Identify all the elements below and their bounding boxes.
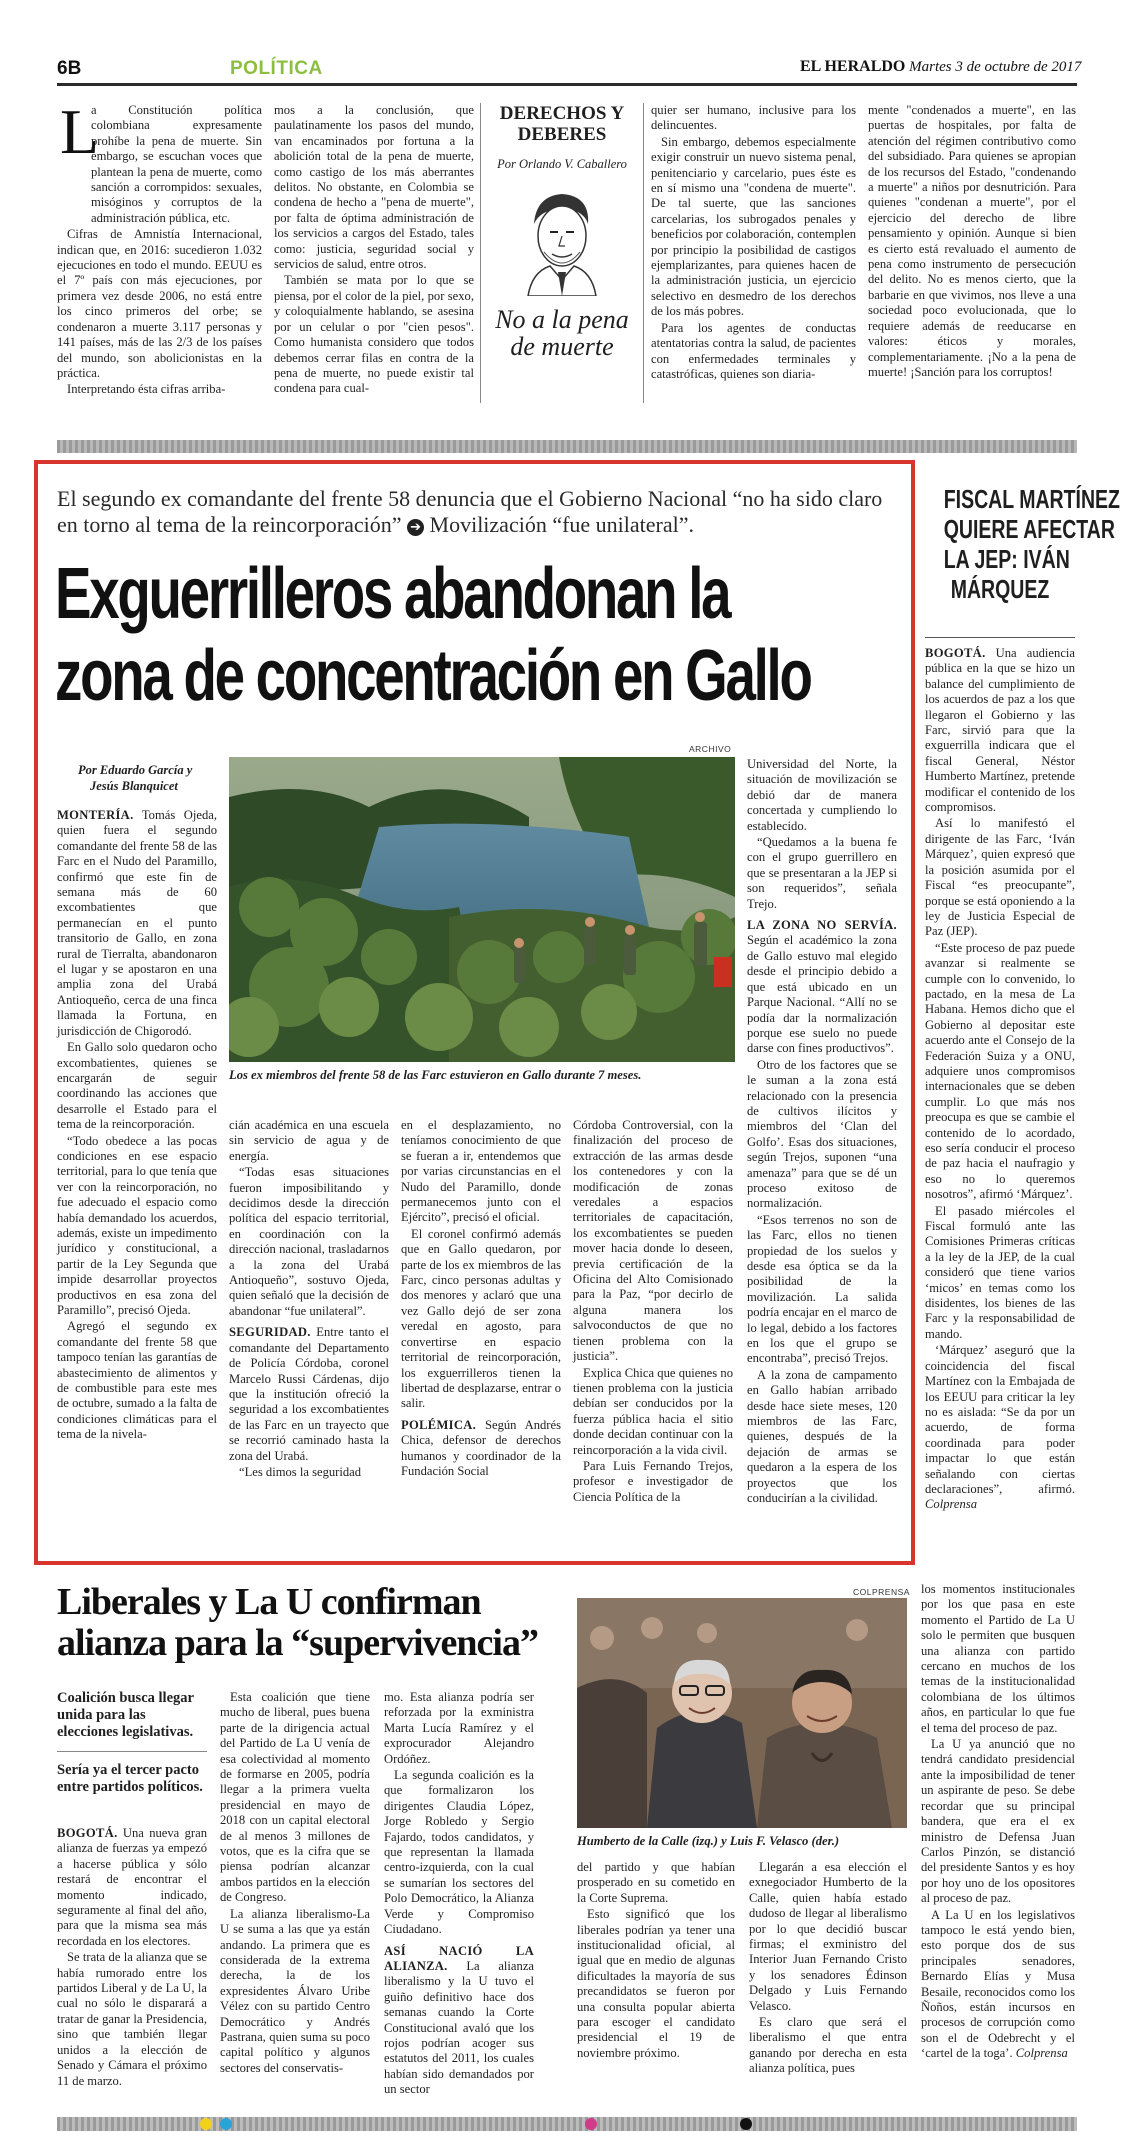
text: Según el académico la zona de Gallo estuvo mal elegido desde el principio debido a que está ubicado en un Parque Nacional. “Allí no se podía dar la normalización porque ese suelo no puede darse con fines productivos”. xyxy=(747,933,897,1056)
kicker-bogota: BOGOTÁ. xyxy=(925,646,986,660)
opinion-byline: Por Orlando V. Caballero xyxy=(497,157,627,171)
lower-col2-p2: La alianza liberalismo-La U se suma a las que ya están andando. La primera que es considerada de la extrema derecha, la de los expresidentes Álvaro Uribe Vélez con su partido Centro Democrático y Andrés Pastrana, quien suma su poco capital político y algunos sectores del conservatis- xyxy=(220,1906,370,2075)
subhead-2: Sería ya el tercer pacto entre partidos políticos. xyxy=(57,1762,203,1795)
sidebar-headline-line1: FISCAL MARTÍNEZ xyxy=(943,484,1120,514)
text: Tomás Ojeda, quien fuera el segundo comandante del frente 58 de las Farc en el Nudo del Paramillo, confirmó que este fin de semana más de 60 excombatientes que permanecían en el punto transitorio de Gallo, en zona rural de Tierralta, abandonaron el lugar y se apostaron en una amplia zona del Urabá Antioqueño, cerca de una finca llamada la Fortuna, en jurisdicción de Chigorodó. xyxy=(57,808,217,1038)
opinion-col1-p1: a Constitución política colombiana expresamente prohíbe la pena de muerte. Sin embargo, se escuchan voces que plantean la pena de muerte, como sanción a corrompidos: sexuales, misóginos y corruptos de la administración pública, etc. xyxy=(91,103,262,225)
sidebar-body xyxy=(925,646,1075,1514)
main-col1-p3: “Todo obedece a las pocas condiciones en ese espacio territorial, para lo que tenía que ver con la reincorporación, no fue adecuado el espacio como había demandado los acuerdos, además, existe un impedimento jurídico y constitucional, a partir de la Ley Segunda que impide desarrollar proyectos productivos en esa zona del Paramillo”, precisó Ojeda. xyxy=(57,1133,217,1317)
opinion-col2-p1: mos a la conclusión, que paulatinamente los pasos del mundo, van encaminados por fortuna a la abolición total de la pena de muerte, como castigo de los más aberrantes delitos. No obstante, en Colombia se condena de hecho a "pena de muerte", por falta de óptima administración de los servicios a cargos del Estado, tales como: justicia, seguridad social y servicios de salud, entre otros. xyxy=(274,103,474,272)
main-col3-p1: en el desplazamiento, no teníamos conocimiento de que se fueran a ir, entendemos que por varias circunstancias en el Nudo del Paramillo, donde permanecemos junto con el Ejército”, precisó el oficial. xyxy=(401,1118,561,1225)
lower-col4-p1: del partido y que habían prosperado en su cometido en la Corte Suprema. xyxy=(577,1860,735,1905)
text: Entre tanto el comandante del Departamento de Policía Córdoba, coronel Marcelo Russi Cárdenas, dijo que la institución ofreció la seguridad a los excombatientes de las Farc en un trayecto que se recorrió caminado hasta la zona del Urabá. xyxy=(229,1325,389,1463)
dropcap: L xyxy=(60,96,100,167)
main-col5-p6: A la zona de campamento en Gallo habían arribado desde hace siete meses, 120 miembros de las Farc, quienes, después de la dejación de armas se quedaron a la espera de los proyectos que los conducirían a la civilidad. xyxy=(747,1367,897,1506)
main-col1 xyxy=(57,808,217,1444)
sidebar-headline xyxy=(925,484,1120,604)
lower-col3-p3 xyxy=(384,1944,534,2098)
main-col3-p2: El coronel confirmó además que en Gallo quedaron, por parte de los ex miembros de las Farc, cinco personas adultas y dos menores y aclaró que una vez Gallo dejó de ser zona veredal en agosto, para convertirse en espacio territorial de reincorporación, los exguerrilleros tienen la libertad de desplazarse, entrar o salir. xyxy=(401,1226,561,1411)
sidebar-headline-line2: QUIERE AFECTAR xyxy=(943,514,1115,544)
signoff-lower: Colprensa xyxy=(1015,2046,1068,2061)
opinion-masthead xyxy=(487,103,637,360)
sidebar-p2: Así lo manifestó el dirigente de las Farc, ‘Iván Márquez’, quien expresó que la posición asumida por el Fiscal “es preocupante”, porque se está oponiendo a la ley de Justicia Especial de Paz (JEP). xyxy=(925,816,1075,939)
column-title: DERECHOS Y DEBERES xyxy=(499,103,625,145)
lower-headline-line2: alianza para la “supervivencia” xyxy=(57,1622,538,1664)
black-dot xyxy=(740,2118,752,2130)
opinion-col1 xyxy=(57,103,262,399)
main-col3-p3 xyxy=(401,1418,561,1480)
main-col5-p2: “Quedamos a la buena fe con el grupo guerrillero en que se presentaran a la JEP si son requeridos”, señala Trejo. xyxy=(747,835,897,911)
lower-col1 xyxy=(57,1826,207,2090)
main-col4 xyxy=(573,1118,733,1506)
magenta-dot xyxy=(585,2118,597,2130)
headline-line1: Exguerrilleros abandonan la xyxy=(55,554,730,634)
lower-headline xyxy=(57,1582,577,1664)
photo-credit: ARCHIVO xyxy=(689,744,732,754)
deck-text-2: Movilización “fue unilateral”. xyxy=(429,512,695,537)
byline-line2: Jesús Blanquicet xyxy=(90,779,178,793)
farc-camp-photo xyxy=(229,757,735,1062)
kicker-zona: LA ZONA NO SERVÍA. xyxy=(747,918,897,933)
lower-col4-p2: Esto significó que los liberales podrían ya tener una institucionalidad oficial, al igual que en medio de algunas dificultades la mayoría de sus precandidatos se fueron por una consulta popular abierta para escoger el candidato presidencial el 19 de noviembre próximo. xyxy=(577,1907,735,2060)
kicker-bogota-lower: BOGOTÁ. xyxy=(57,1826,118,1840)
main-col1-p1 xyxy=(57,808,217,1039)
sidebar-p1 xyxy=(925,646,1075,815)
lower-subheads xyxy=(57,1690,207,1796)
subhead-1: Coalición busca llegar unida para las elecciones legislativas. xyxy=(57,1690,194,1740)
main-col4-p3: Para Luis Fernando Trejos, profesor e investigador de Ciencia Política de la xyxy=(573,1458,733,1504)
story-byline xyxy=(78,762,192,794)
section-band xyxy=(57,440,1077,453)
opinion-col1-p2: Cifras de Amnistía Internacional, indican que, en 2016: sucedieron 1.032 ejecuciones en todo el mundo. EEUU es el 7º país con más ejecuciones, por primera vez desde 2006, no está entre los cinco primeros del orbe; se condenaron a muerte 3.117 personas y 141 países, más de las 2/3 de los países del mundo, son abolicionistas en la práctica. xyxy=(57,227,262,380)
lower-col5 xyxy=(749,1860,907,2078)
opinion-col3-p3: Para los agentes de conductas atentatorias contra la salud, de pacientes con enfermedades terminales y catastróficas, quienes son diaria- xyxy=(651,320,856,381)
main-col5-p5: “Esos terrenos no son de las Farc, ellos no tienen propiedad de los suelos y desde esa óptica se da la posibilidad de la movilización. La salida podría encajar en el marco de lo legal, debido a los factores en los que el grupo se encontraba”, precisó Trejos. xyxy=(747,1212,897,1366)
lower-col6-p2: La U ya anunció que no tendrá candidato presidencial ante la imposibilidad de tener un aspirante de peso. Se debe recordar que su principal bandera, que era el ex ministro de Defensa Juan Carlos Pinzón, se distanció del presidente Santos y es hoy por hoy uno de los opositores al proceso de paz. xyxy=(921,1737,1075,1906)
text: Una nueva gran alianza de fuerzas ya empezó a hacerse pública y sólo restará de encontrar el momento indicado, seguramente al final del año, para que la misma sea más recordada en los electores. xyxy=(57,1826,207,1948)
newspaper-name: EL HERALDO xyxy=(800,58,906,75)
main-col1-p2: En Gallo solo quedaron ocho excombatientes, quienes se encargarán de seguir coordinando las acciones que desarrolle el Estado para el tema de la reincorporación. xyxy=(57,1040,217,1132)
main-col5-p4: Otro de los factores que se le suman a la zona está relacionado con la presencia de cultivos ilícitos y miembros del ‘Clan del Golfo’. Esas dos situaciones, según Trejos, suponen “una amenaza” para que se dé un proceso exitoso de normalización. xyxy=(747,1057,897,1211)
lower-col1-p1 xyxy=(57,1826,207,1949)
lower-col6-p1: los momentos institucionales por los que pasa en este momento el Partido de La U solo le permiten que busquen una alianza con partido cercano en muchos de los temas de la institucionalidad colombiana de los últimos años, en particular lo que fue el tema del proceso de paz. xyxy=(921,1582,1075,1735)
main-col2-p3 xyxy=(229,1325,389,1464)
main-col1-p4: Agregó el segundo ex comandante del frente 58 que tampoco tenían las garantías de abastecimiento de alimentos y de combustible para este mes de octubre, sumado a la falta de condiciones climáticas para el tema de la nivela- xyxy=(57,1319,217,1442)
lower-headline-line1: Liberales y La U confirman xyxy=(57,1581,481,1623)
sidebar-p3: “Este proceso de paz puede avanzar si realmente se cumple con lo convenido, lo pactado, en la mesa de La Habana. Hemos dicho que el Gobierno al depositar este acuerdo ante el Consejo de la Federación Suiza y a ONU, adquiere unos compromisos internacionales que se deben cumplir. Lo que más nos preocupa es que se cambie el contenido de lo acordado, eso sería conducir el proceso de paz hacia el naufragio y eso no lo queremos nosotros”, afirmó ‘Márquez’. xyxy=(925,940,1075,1202)
kicker-monteria: MONTERÍA. xyxy=(57,808,134,822)
sidebar-headline-line4: MÁRQUEZ xyxy=(950,574,1050,604)
sidebar-p4: El pasado miércoles el Fiscal formuló ante las Comisiones Primeras críticas a la ley de la JEP, de la cual consideró que tiene varios ‘micos’ en temas como los disidentes, los bienes de las Farc y la responsabilidad de mando. xyxy=(925,1203,1075,1341)
sidebar-rule xyxy=(925,637,1075,638)
section-label: POLÍTICA xyxy=(230,58,323,79)
text: La alianza liberalismo y la U tuvo el guiño definitivo hace dos semanas cuando la Corte Constitucional avaló que los rojos podrían acoger sus estatutos del 2011, los cuales habían sido demandados por un sector xyxy=(384,1958,534,2097)
opinion-col3-p2: Sin embargo, debemos especialmente exigir construir un nuevo sistema penal, penitenciario y carcelario, pues éste es en sí mismo una "condena de muerte". De tal suerte, que las sanciones carcelarias, los subrogados penales y beneficios por colaboración, contemplen por principio la posibilidad de castigos ejemplarizantes, para quienes hacen de la administración justicia, un ejercicio selectivo en desmedro de los derechos de los más pobres. xyxy=(651,134,856,319)
lower-col1-p2: Se trata de la alianza que se había rumorado entre los partidos Liberal y de La U, la cual no sólo le disparará a tratar de ganar la Presidencia, sino que también llegar unidos a la elección de Senado y Cámara el próximo 11 de marzo. xyxy=(57,1950,207,2088)
lower-col3-p1: mo. Esta alianza podría ser reforzada por la exministra Marta Lucía Ramírez y el exprocurador Alejandro Ordóñez. xyxy=(384,1690,534,1766)
text: Una audiencia pública en la que se hizo un balance del cumplimiento de los acuerdos de paz a los que llegaron el Gobierno y las Farc, sirvió para que la exguerrilla indicara que el fiscal General, Néstor Humberto Martínez, pretende modificar el contenido de los compromisos. xyxy=(925,646,1075,815)
yellow-dot xyxy=(200,2118,212,2130)
lower-col3-p2: La segunda coalición es la que formalizaron los dirigentes Claudia López, Jorge Robledo y Sergio Fajardo, todos candidatos, y que representan la llamada centro-izquierda, con la cual se sumarían los sectores del Polo Democrático, la Alianza Verde y Compromiso Ciudadano. xyxy=(384,1768,534,1937)
opinion-col2 xyxy=(274,103,474,398)
opinion-masthead-divider-right xyxy=(643,103,644,403)
lower-col6 xyxy=(921,1582,1075,2063)
kicker-seguridad: SEGURIDAD. xyxy=(229,1325,311,1340)
page-number: 6B xyxy=(57,58,82,79)
opinion-col4-p1: mente "condenados a muerte", en las puertas de hospitales, por falta de atención del régimen contributivo como del subsidiado. Para quienes se apropian de los recursos del Estado, "condenando a muerte" a niños por desnutrición. Para quienes "condenan a muerte", por el ejercicio del derecho de libre pensamiento y opinión. Aunque si bien es cierto está revaluado el aumento de pena como instrumento de persecución del delito. No es menos cierto, que la barbarie en que vivimos, nos lleve a una sociedad poco evolucionada, que lo requiere además de reeducarse en valores: éticos y morales, complementariamente. ¡No a la pena de muerte! ¡Sanción para los corruptos! xyxy=(868,103,1076,379)
subhead-divider xyxy=(57,1751,207,1752)
lower-col2 xyxy=(220,1690,370,2077)
lower-col2-p1: Esta coalición que tiene mucho de liberal, pues buena parte de la dirigencia actual del Partido de La U venía de esa colectividad al momento de formarse en 2005, podría llegar a la primera vuelta presidencial en mayo de 2018 con un capital electoral de al menos 3 millones de votos, que es la cifra que se piensa podrían alcanzar ambos partidos en la elección de Congreso. xyxy=(220,1690,370,1905)
main-col4-p1: Córdoba Controversial, con la finalización del proceso de extracción de las armas desde los contenedores y con la modificación de zonas veredales a espacios territoriales de capacitación, los excombatientes se pueden mover hacia donde lo deseen, previa certificación de la Oficina del Alto Comisionado para la Paz, “por decirlo de alguna manera los salvoconductos de que no tienen problema con la justicia”. xyxy=(573,1118,733,1364)
opinion-col4 xyxy=(868,103,1076,381)
lower-col6-p3 xyxy=(921,1908,1075,2062)
sidebar-p5 xyxy=(925,1343,1075,1512)
main-col4-p2: Explica Chica que quienes no tienen problema con la justicia debían ser conducidos por la fuerza pública hacia el sitio donde decidan continuar con la reincorporación a la vida civil. xyxy=(573,1365,733,1457)
text: A La U en los legislativos tampoco le está yendo bien, esto porque dos de sus principales senadores, Bernardo Elías y Musa Besaile, reconocidos como los Ñoños, están incursos en procesos de corrupción como son el de Odebrecht y el ‘cartel de la toga’. xyxy=(921,1907,1075,2061)
main-col5 xyxy=(747,757,897,1508)
sidebar-headline-line3: LA JEP: IVÁN xyxy=(943,544,1070,574)
cyan-dot xyxy=(220,2118,232,2130)
arrow-icon: ➔ xyxy=(407,519,424,536)
story-deck xyxy=(57,486,897,538)
lower-photo-credit: COLPRENSA xyxy=(853,1587,910,1597)
lower-photo-caption: Humberto de la Calle (izq.) y Luis F. Velasco (der.) xyxy=(577,1834,840,1848)
kicker-asi-nacio: ASÍ NACIÓ LA ALIANZA. xyxy=(384,1943,534,1973)
signoff: Colprensa xyxy=(925,1497,978,1512)
main-headline xyxy=(55,553,905,717)
opinion-col3-p1: quier ser humano, inclusive para los delincuentes. xyxy=(651,103,856,133)
lower-col3 xyxy=(384,1690,534,2099)
masthead-date xyxy=(800,58,1081,76)
lower-col5-p1: Llegarán a esa elección el exnegociador Humberto de la Calle, quien había estado dudoso de llegar al liberalismo por lo que decidió buscar firmas; el exministro del Interior Juan Fernando Cristo y los senadores Édinson Delgado y Luis Fernando Velasco. xyxy=(749,1860,907,2013)
text: Según Andrés Chica, defensor de derechos humanos y coordinador de la Fundación Social xyxy=(401,1417,561,1478)
photo-caption: Los ex miembros del frente 58 de las Farc estuvieron en Gallo durante 7 meses. xyxy=(229,1068,642,1082)
main-col2-p1: cián académica en una escuela sin servicio de agua y de energía. xyxy=(229,1118,389,1163)
deck-text: El segundo ex comandante del frente 58 denuncia que el Gobierno Nacional “no ha sido claro en torno al tema de la reincorporación” xyxy=(57,486,883,537)
header-rule xyxy=(57,83,1077,86)
kicker-polemica: POLÉMICA. xyxy=(401,1417,477,1432)
lower-col5-p2: Es claro que será el liberalismo el que entra ganando por derecha en esta alianza política, pues xyxy=(749,2015,907,2076)
main-col2-p4: “Les dimos la seguridad xyxy=(239,1464,362,1479)
byline-line1: Por Eduardo García y xyxy=(78,763,193,777)
opinion-masthead-divider-left xyxy=(480,103,481,403)
main-col5-p1: Universidad del Norte, la situación de movilización se debió dar de manera concertada y cumpliendo lo establecido. xyxy=(747,757,897,833)
opinion-col1-p3: Interpretando ésta cifras arriba- xyxy=(67,382,226,397)
main-col2-p2: “Todas esas situaciones fueron imposibilitando y decidimos desde la dirección política del espacio territorial, en coordinación con la dirección nacional, trasladarnos a la zona del Urabá Antioqueño”, sostuvo Ojeda, quien señaló que la decisión de abandonar “fue unilateral”. xyxy=(229,1165,389,1318)
lower-col4 xyxy=(577,1860,735,2062)
text: ‘Márquez’ aseguró que la coincidencia del fiscal Martínez con la Embajada de los EEUU para criticar la ley no es aislada: “Se da por un acuerdo, de forma coordinada para poder impactar lo que están señalando con ciertas declaraciones”, afirmó. xyxy=(925,1343,1075,1496)
main-col3 xyxy=(401,1118,561,1480)
registration-marks xyxy=(200,2117,900,2131)
opinion-headline: No a la pena de muerte xyxy=(495,305,629,361)
columnist-portrait xyxy=(514,184,610,296)
politicians-photo xyxy=(577,1598,907,1828)
headline-line2: zona de concentración en Gallo xyxy=(55,636,811,716)
main-col2 xyxy=(229,1118,389,1481)
opinion-col2-p2: También se mata por lo que se piensa, por el color de la piel, por sexo, y coloquialmente hablando, se asesina por un celular o por "cien pesos". Como humanista considero que todos debemos cerrar filas en contra de la pena de muerte, no puede existir tal condena para cual- xyxy=(274,273,474,396)
main-col5-p3 xyxy=(747,918,897,1057)
opinion-col3 xyxy=(651,103,856,383)
issue-date: Martes 3 de octubre de 2017 xyxy=(909,59,1082,75)
